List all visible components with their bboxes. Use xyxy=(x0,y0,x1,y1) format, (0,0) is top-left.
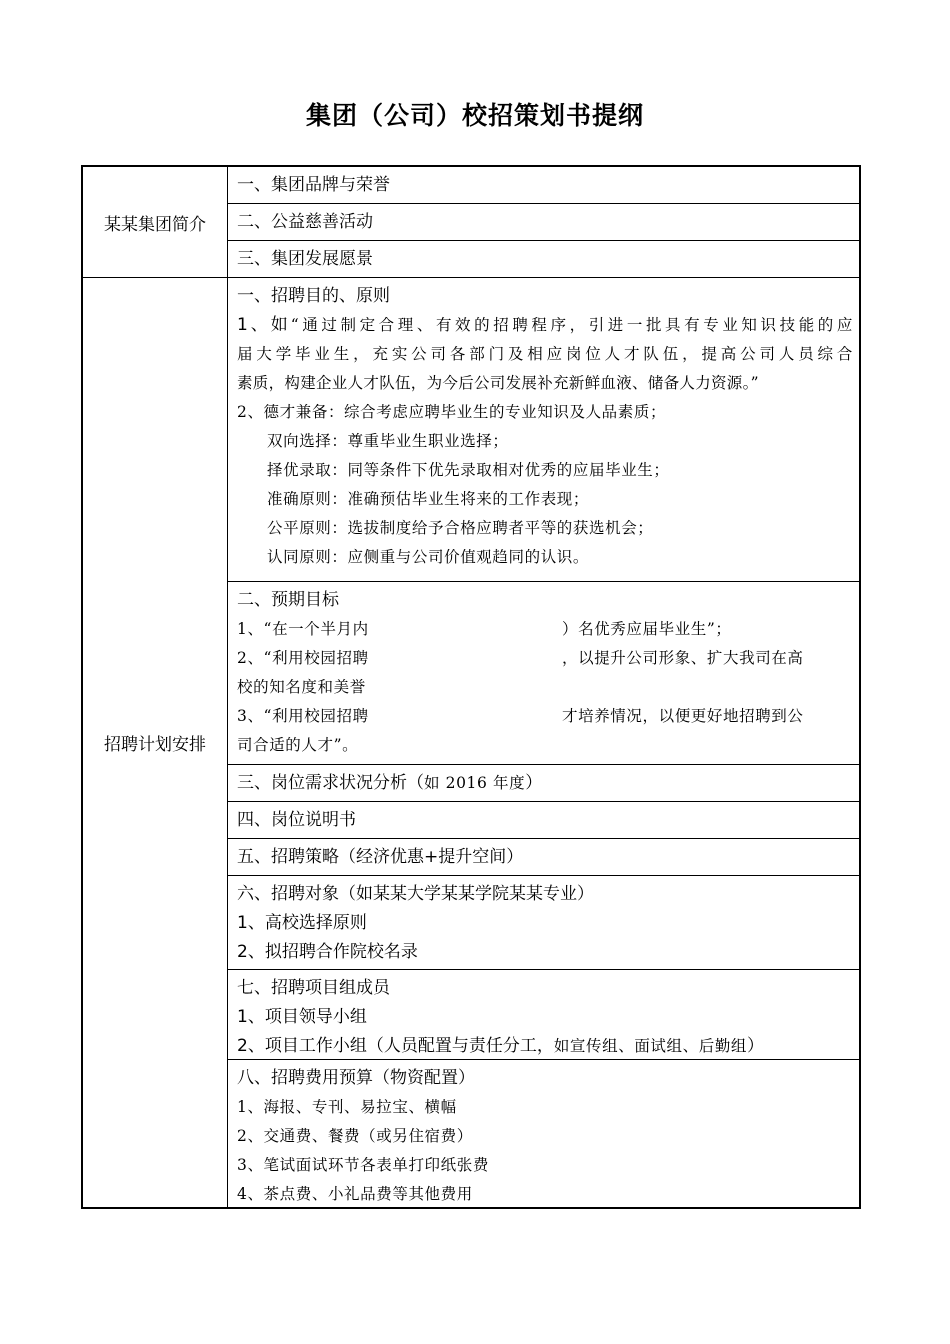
outline-table xyxy=(81,165,861,1209)
team-item-2 xyxy=(237,1032,859,1061)
section-label-plan: 招聘计划安排 xyxy=(82,278,228,1209)
demand-suffix: ） xyxy=(525,773,543,793)
team-heading: 七、招聘项目组成员 xyxy=(237,978,390,998)
targets-block xyxy=(228,876,859,969)
recruit-strategy: 五、招聘策略（经济优惠+提升空间） xyxy=(237,847,524,867)
demand-year: 如 2016 年度 xyxy=(424,774,526,792)
page-title: 集团（公司）校招策划书提纲 xyxy=(305,101,644,130)
goal-1-right: ）名优秀应届毕业生”； xyxy=(562,620,732,638)
team-block xyxy=(228,970,859,1059)
team-item-2-prefix: 2、项目工作小组（人员配置与责任分工， xyxy=(237,1036,554,1056)
team-item-1: 1、项目领导小组 xyxy=(237,1007,367,1027)
goals-heading: 二、预期目标 xyxy=(237,590,339,610)
team-item-2-groups: 如宣传组、面试组、后勤组 xyxy=(553,1037,748,1055)
principle-item: 公平原则：选拔制度给予合格应聘者平等的获选机会； xyxy=(267,519,654,537)
goal-2-left: 2、“利用校园招聘 xyxy=(237,649,369,667)
targets-item: 1、高校选择原则 xyxy=(237,913,367,933)
budget-item: 1、海报、专刊、易拉宝、横幅 xyxy=(237,1098,457,1116)
goals-block xyxy=(228,582,859,764)
purpose-p1-prefix: 1、如 xyxy=(237,315,291,335)
intro-item-2: 二、公益慈善活动 xyxy=(237,212,373,232)
purpose-p1-line1: “通过制定合理、有效的招聘程序，引进一批具有专业知识技能的应 xyxy=(290,316,853,334)
purpose-p1-line2: 届大学毕业生，充实公司各部门及相应岗位人才队伍，提高公司人员综合 xyxy=(237,345,853,363)
principle-item: 双向选择：尊重毕业生职业选择； xyxy=(267,432,509,450)
principle-item: 择优录取：同等条件下优先录取相对优秀的应届毕业生； xyxy=(267,461,670,479)
budget-item: 4、茶点费、小礼品费等其他费用 xyxy=(237,1185,473,1203)
goal-3-right: 才培养情况，以便更好地招聘到公 xyxy=(562,707,804,725)
team-item-2-suffix: ） xyxy=(747,1036,765,1056)
goal-1-left: 1、“在一个半月内 xyxy=(237,620,369,638)
budget-item: 3、笔试面试环节各表单打印纸张费 xyxy=(237,1156,489,1174)
principle-item: 认同原则：应侧重与公司价值观趋同的认识。 xyxy=(267,548,590,566)
purpose-block xyxy=(228,278,859,581)
budget-heading: 八、招聘费用预算（物资配置） xyxy=(237,1068,475,1088)
targets-heading: 六、招聘对象（如某某大学某某学院某某专业） xyxy=(237,884,594,904)
intro-item-1: 一、集团品牌与荣誉 xyxy=(237,175,390,195)
purpose-p2: 2、德才兼备：综合考虑应聘毕业生的专业知识及人品素质； xyxy=(237,403,667,421)
purpose-p1-line3: 素质，构建企业人才队伍，为今后公司发展补充新鲜血液、储备人力资源。” xyxy=(237,374,759,392)
goal-2-line2: 校的知名度和美誉 xyxy=(237,678,366,696)
purpose-heading: 一、招聘目的、原则 xyxy=(237,286,390,306)
targets-item: 2、拟招聘合作院校名录 xyxy=(237,942,418,962)
intro-item-3: 三、集团发展愿景 xyxy=(237,249,373,269)
principle-item: 准确原则：准确预估毕业生将来的工作表现； xyxy=(267,490,590,508)
goal-3-left: 3、“利用校园招聘 xyxy=(237,707,369,725)
demand-prefix: 三、岗位需求状况分析（ xyxy=(237,773,424,793)
budget-item: 2、交通费、餐费（或另住宿费） xyxy=(237,1127,473,1145)
section-label-intro: 某某集团简介 xyxy=(82,166,228,278)
job-description: 四、岗位说明书 xyxy=(237,810,356,830)
goal-3-line2: 司合适的人才”。 xyxy=(237,736,359,754)
goal-2-right: ，以提升公司形象、扩大我司在高 xyxy=(562,649,804,667)
demand-analysis xyxy=(228,765,859,801)
budget-block xyxy=(228,1060,859,1207)
